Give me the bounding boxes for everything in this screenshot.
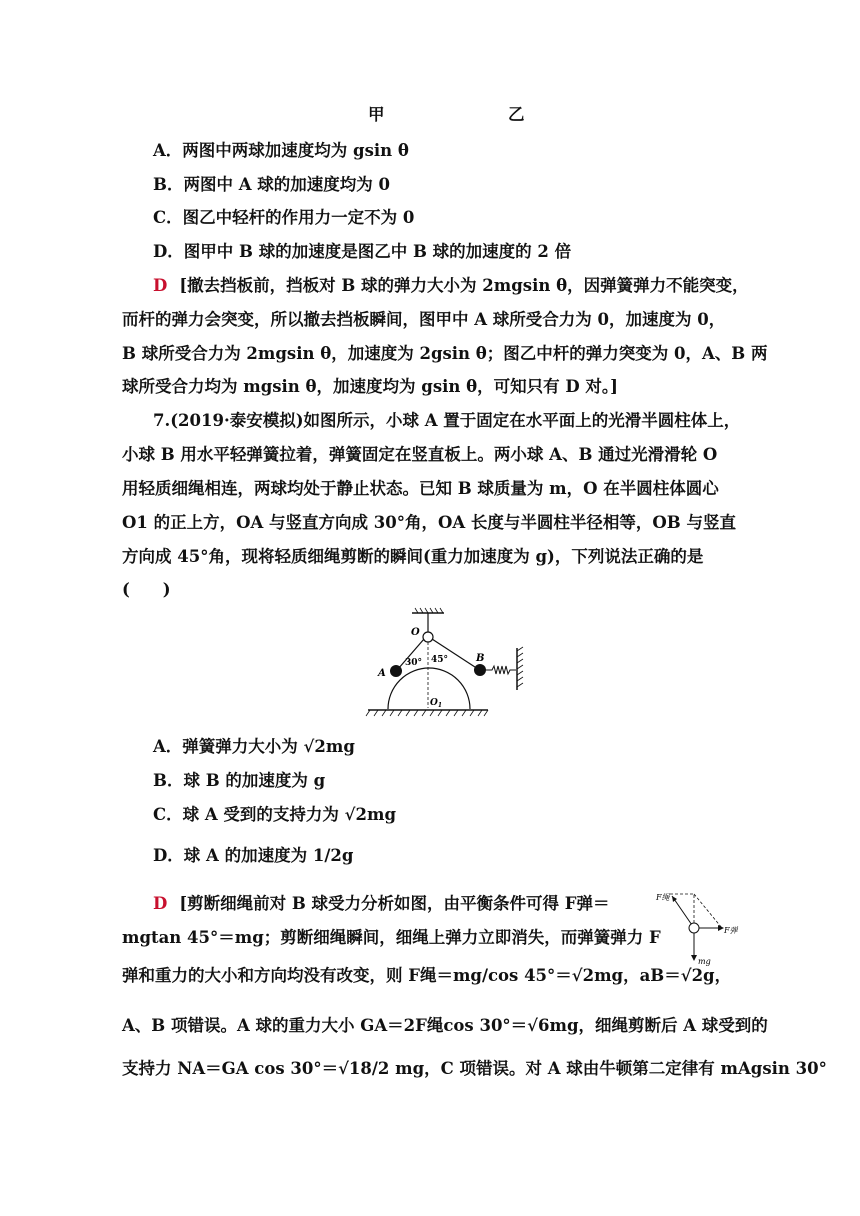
spring [486,666,516,674]
q7-explanation-line-5: 支持力 NA＝GA cos 30°＝√18/2 mg，C 项错误。对 A 球由牛顿第二定律有 mAgsin 30° [122,1059,827,1078]
force-label-ftan: F弹 [724,926,738,935]
force-diagram [652,886,742,966]
q6-answer-letter: D [153,276,168,295]
dashed-diagonal [694,894,722,928]
q7-stem-line-6: ( ) [122,580,171,599]
q7-stem-line-5: 方向成 45°角，现将轻质细绳剪断的瞬间(重力加速度为 g)，下列说法正确的是 [122,547,704,566]
q6-explanation-line-1 [153,275,749,297]
wall-hatch [517,647,523,687]
q7-stem-line-2: 小球 B 用水平轻弹簧拉着，弹簧固定在竖直板上。两小球 A、B 通过光滑滑轮 O [122,445,718,464]
q6-option-b: B．两图中 A 球的加速度均为 0 [153,175,390,194]
ground-hatch [366,710,488,716]
figure-caption-left: 甲 [368,105,385,124]
q7-option-a: A．弹簧弹力大小为 √2mg [153,737,355,756]
angle-30-label: 30° [405,658,423,668]
q7-explanation-text-1: [剪断细绳前对 B 球受力分析如图，由平衡条件可得 F弹＝ [179,894,610,913]
ball-b-small [689,923,699,933]
label-b: B [476,653,485,664]
q6-explanation-text-1: [撤去挡板前，挡板对 B 球的弹力大小为 2mgsin θ，因弹簧弹力不能突变， [179,276,749,295]
ball-a [390,665,402,677]
q6-option-d: D．图甲中 B 球的加速度是图乙中 B 球的加速度的 2 倍 [153,242,572,261]
q7-option-d: D．球 A 的加速度为 1/2g [153,846,354,865]
q6-option-a: A．两图中两球加速度均为 gsin θ [153,141,409,160]
ball-b [474,664,486,676]
q6-explanation-line-2: 而杆的弹力会突变，所以撤去挡板瞬间，图甲中 A 球所受合力为 0，加速度为 0， [122,310,726,329]
q7-stem-line-1: 7.(2019·泰安模拟)如图所示，小球 A 置于固定在水平面上的光滑半圆柱体上， [153,411,741,430]
mg-arrowhead [691,955,697,961]
q7-explanation-line-4: A、B 项错误。A 球的重力大小 GA＝2F绳cos 30°＝√6mg，细绳剪断后 A 球受到的 [122,1016,768,1035]
q6-explanation-line-4: 球所受合力均为 mgsin θ，加速度均为 gsin θ，可知只有 D 对。] [122,377,618,396]
force-label-mg: mg [698,957,711,966]
q7-option-c: C．球 A 受到的支持力为 √2mg [153,805,396,824]
q7-option-b: B．球 B 的加速度为 g [153,771,326,790]
force-label-fsheng: F绳 [656,893,670,902]
figure-caption-right: 乙 [508,105,525,124]
f-sheng-arrowhead [672,896,677,902]
label-a: A [378,668,386,679]
f-sheng-arrow [672,896,694,928]
label-o: O [411,627,420,638]
q7-explanation-line-3: 弹和重力的大小和方向均没有改变，则 F绳＝mg/cos 45°＝√2mg，aB＝√2g， [122,966,732,985]
q6-option-c: C．图乙中轻杆的作用力一定不为 0 [153,208,415,227]
pulley-circle [423,632,433,642]
label-o1: $O_1$ [430,698,443,709]
q7-answer-letter: D [153,894,168,913]
q7-explanation-line-1 [153,893,610,915]
q7-stem-line-4: O1 的正上方，OA 与竖直方向成 30°角，OA 长度与半圆柱半径相等，OB 与竖直 [122,513,736,532]
q7-stem-line-3: 用轻质细绳相连，两球均处于静止状态。已知 B 球质量为 m，O 在半圆柱体圆心 [122,479,719,498]
angle-45-label: 45° [431,655,449,665]
q7-figure [360,606,532,722]
q7-explanation-line-2: mgtan 45°＝mg；剪断细绳瞬间，细绳上弹力立即消失，而弹簧弹力 F [122,928,661,947]
q6-explanation-line-3: B 球所受合力为 2mgsin θ，加速度为 2gsin θ；图乙中杆的弹力突变为 0，A、B 两 [122,344,768,363]
